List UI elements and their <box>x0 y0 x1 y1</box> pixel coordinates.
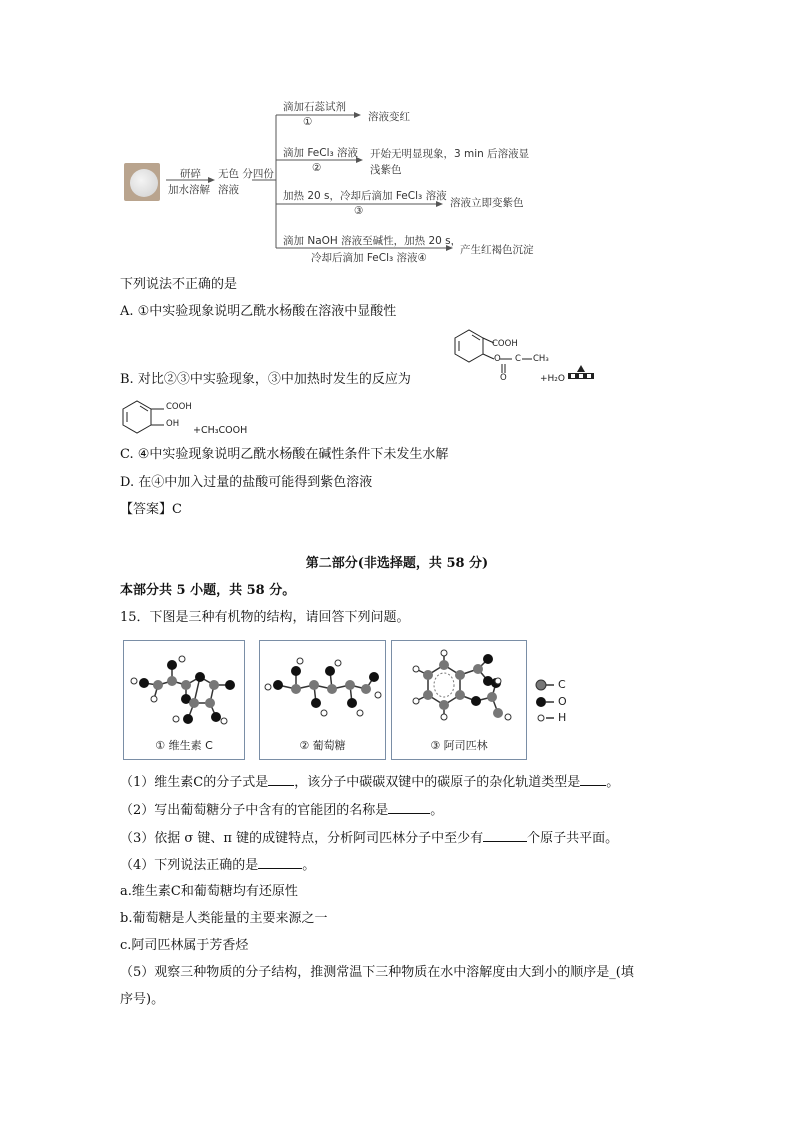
part2-title: 第二部分(非选择题，共 58 分) <box>305 556 489 571</box>
q14-stem: 下列说法不正确的是 <box>120 277 238 292</box>
legend-oxygen-atom <box>536 697 546 707</box>
q15-sub2: （2）写出葡萄糖分子中含有的官能团的名称是 。 <box>120 803 444 818</box>
q14-answer: 【答案】C <box>120 502 182 517</box>
answer-blank-correct-option[interactable] <box>258 856 302 869</box>
product-oh: OH <box>166 419 180 429</box>
branch1-result: 溶液变红 <box>368 111 410 123</box>
q14-option-b: B. 对比②③中实验现象，③中加热时发生的反应为 <box>120 372 411 387</box>
panel-aspirin-caption: ③ 阿司匹林 <box>430 739 488 752</box>
plus-water: +H₂O <box>540 374 566 384</box>
branch3-result: 溶液立即变紫色 <box>450 197 524 209</box>
branch3-condition: 加热 20 s，冷却后滴加 FeCl₃ 溶液 <box>283 190 447 202</box>
branch2-condition: 滴加 FeCl₃ 溶液 <box>283 147 359 159</box>
q15-stem: 15．下图是三种有机物的结构，请回答下列问题。 <box>120 610 410 625</box>
plus-acetic-acid: +CH₃COOH <box>193 425 248 436</box>
legend-carbon-atom <box>536 680 546 690</box>
q15-option-b: b.葡萄糖是人类能量的主要来源之一 <box>120 911 328 926</box>
q15-option-a: a.维生素C和葡萄糖均有还原性 <box>120 884 298 899</box>
answer-blank-formula[interactable] <box>268 773 294 786</box>
panel-vitamin-c-caption: ① 维生素 C <box>155 739 213 752</box>
q15-sub1: （1）维生素C的分子式是 ，该分子中碳碳双键中的碳原子的杂化轨道类型是 。 <box>120 775 620 790</box>
reactant-cooh: COOH <box>492 339 518 349</box>
branch4-condition-line2: 冷却后滴加 FeCl₃ 溶液④ <box>311 252 427 264</box>
reactant-o: O <box>494 354 501 364</box>
panel-glucose-caption: ② 葡萄糖 <box>299 739 346 752</box>
reactant-dbl-o: O <box>500 373 507 383</box>
answer-blank-coplanar-atoms[interactable] <box>483 829 527 842</box>
branch2-result-line2: 浅紫色 <box>370 164 402 176</box>
q15-sub5-line1: （5）观察三种物质的分子结构，推测常温下三种物质在水中溶解度由大到小的顺序是_(填 <box>120 965 634 980</box>
legend-c: C <box>558 678 566 691</box>
legend-o: O <box>558 695 567 708</box>
branch1-condition: 滴加石蕊试剂 <box>283 101 346 113</box>
q14-option-c: C. ④中实验现象说明乙酰水杨酸在碱性条件下未发生水解 <box>120 447 449 462</box>
q15-sub5-line2: 序号)。 <box>120 992 165 1007</box>
legend-hydrogen-atom <box>538 715 544 721</box>
answer-blank-hybridization[interactable] <box>580 773 606 786</box>
step1-bottom: 加水溶解 <box>168 184 210 196</box>
q15-sub4: （4）下列说法正确的是 。 <box>120 858 316 873</box>
branch3-label: ③ <box>354 205 364 217</box>
branch2-result-line1: 开始无明显现象，3 min 后溶液显 <box>370 148 530 160</box>
reactant-c: C <box>515 354 521 364</box>
q14-option-a: A. ①中实验现象说明乙酰水杨酸在溶液中显酸性 <box>120 304 397 319</box>
legend-h: H <box>558 711 567 724</box>
answer-blank-functional-groups[interactable] <box>388 801 430 814</box>
branch2-label: ② <box>312 162 322 174</box>
branch4-result: 产生红褐色沉淀 <box>460 244 534 256</box>
step1-top: 研碎 <box>180 168 201 180</box>
branch1-label: ① <box>303 116 313 128</box>
q15-option-c: c.阿司匹林属于芳香烃 <box>120 938 249 953</box>
part2-intro: 本部分共 5 小题，共 58 分。 <box>120 583 296 598</box>
intermediate-line2: 溶液 <box>218 184 239 196</box>
product-cooh: COOH <box>166 402 192 412</box>
reactant-ch3: CH₃ <box>533 354 549 364</box>
q14-option-d: D. 在④中加入过量的盐酸可能得到紫色溶液 <box>120 475 373 490</box>
intermediate-line1: 无色 分四份 <box>218 168 274 180</box>
q15-sub3: （3）依据 σ 键、π 键的成键特点，分析阿司匹林分子中至少有 个原子共平面。 <box>120 831 619 846</box>
branch4-condition-line1: 滴加 NaOH 溶液至碱性，加热 20 s， <box>283 235 462 247</box>
